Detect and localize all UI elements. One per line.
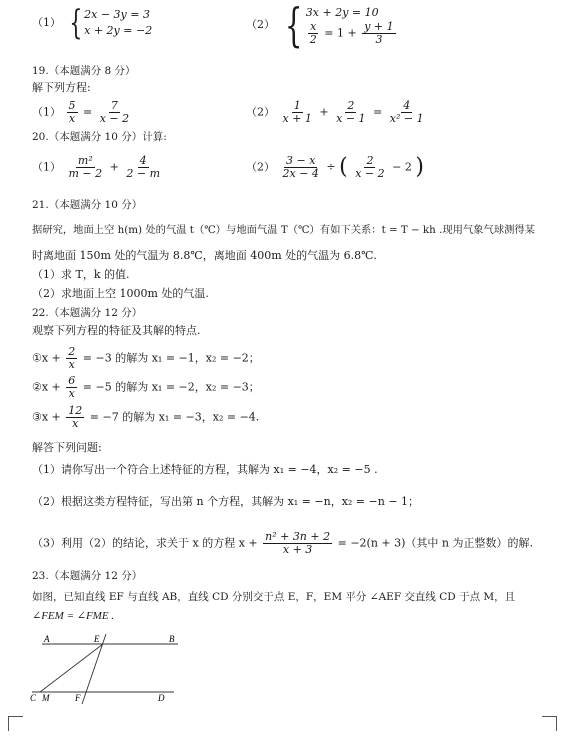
- q23-line2: ∠FEM = ∠FME .: [32, 610, 115, 622]
- q18-part2: （2） { 3x + 2y = 10 $\frac{x}{2}$ = 1 + $\frac{y + 1}{3}$: [246, 0, 394, 52]
- q23-header: 23.（本题满分 12 分）: [32, 570, 143, 582]
- q23-figure: [28, 632, 188, 710]
- q21-part1: （1）求 T，k 的值.: [32, 268, 130, 281]
- label-c: C: [30, 693, 37, 703]
- q19-intro: 解下列方程:: [32, 81, 91, 94]
- label-d: D: [158, 693, 165, 703]
- q22-header: 22.（本题满分 12 分）: [32, 307, 143, 319]
- q23-line1: 如图，已知直线 EF 与直线 AB，直线 CD 分别交于点 E，F，EM 平分 ∠AEF 交直线 CD 于点 M，且: [32, 591, 516, 603]
- label-b: B: [169, 634, 175, 644]
- q20-part1: （1） $\frac{\text{m²}}{m - 2}$ + $\frac{4}{2 - m}$: [32, 154, 160, 180]
- label-m: M: [42, 693, 50, 703]
- q22-example2: ②x + $\frac{6}{x}$ = −5 的解为 x₁ = −2，x₂ = −3；: [32, 374, 260, 400]
- q19-part1: （1） $\frac{5}{x}$ = $\frac{7}{x - 2}$: [32, 99, 130, 125]
- q20-header: 20.（本题满分 10 分）计算:: [32, 131, 167, 143]
- segment-em: [40, 644, 103, 692]
- q21-line2: 时离地面 150m 处的气温为 8.8℃，离地面 400m 处的气温为 6.8℃.: [32, 249, 377, 262]
- q22-part2: （2）根据这类方程特征，写出第 n 个方程，其解为 x₁ = −n，x₂ = −n − 1；: [32, 495, 420, 508]
- label-f: F: [75, 693, 81, 703]
- q22-example3: ③x + $\frac{12}{x}$ = −7 的解为 x₁ = −3，x₂ = −4.: [32, 404, 260, 430]
- crop-mark-right: [542, 716, 557, 731]
- label-e: E: [94, 634, 100, 644]
- q22-intro: 观察下列方程的特征及其解的特点.: [32, 324, 201, 337]
- q21-line1: 据研究，地面上空 h(m) 处的气温 t（℃）与地面气温 T（℃）有如下关系：t = T − kh .现用气象气球测得某: [32, 224, 536, 236]
- q22-answer-intro: 解答下列问题:: [32, 441, 102, 454]
- q19-part2: （2） $\frac{1}{x + 1}$ + $\frac{2}{x - 1}$ = $\frac{4}{\text{x² − 1}}$: [246, 99, 424, 125]
- crop-mark-left: [8, 716, 23, 731]
- label-a: A: [44, 634, 50, 644]
- q22-part3: （3）利用（2）的结论，求关于 x 的方程 x + $\frac{\text{n² + 3n + 2}}{x + 3}$ = −2(n + 3)（其中 n 为正整数）的解.: [32, 530, 533, 556]
- q22-example1: ①x + $\frac{2}{x}$ = −3 的解为 x₁ = −1，x₂ = −2；: [32, 345, 260, 371]
- q21-header: 21.（本题满分 10 分）: [32, 199, 143, 211]
- q19-header: 19.（本题满分 8 分）: [32, 65, 136, 77]
- q21-part2: （2）求地面上空 1000m 处的气温.: [32, 287, 209, 300]
- q22-part1: （1）请你写出一个符合上述特征的方程，其解为 x₁ = −4，x₂ = −5 .: [32, 463, 378, 476]
- q18-part1: （1） { 2x − 3y = 3 x + 2y = −2: [32, 3, 153, 43]
- q20-part2: （2） $\frac{3 - x}{2x - 4}$ ÷ ( $\frac{2}{x - 2}$ − 2 ): [246, 154, 424, 180]
